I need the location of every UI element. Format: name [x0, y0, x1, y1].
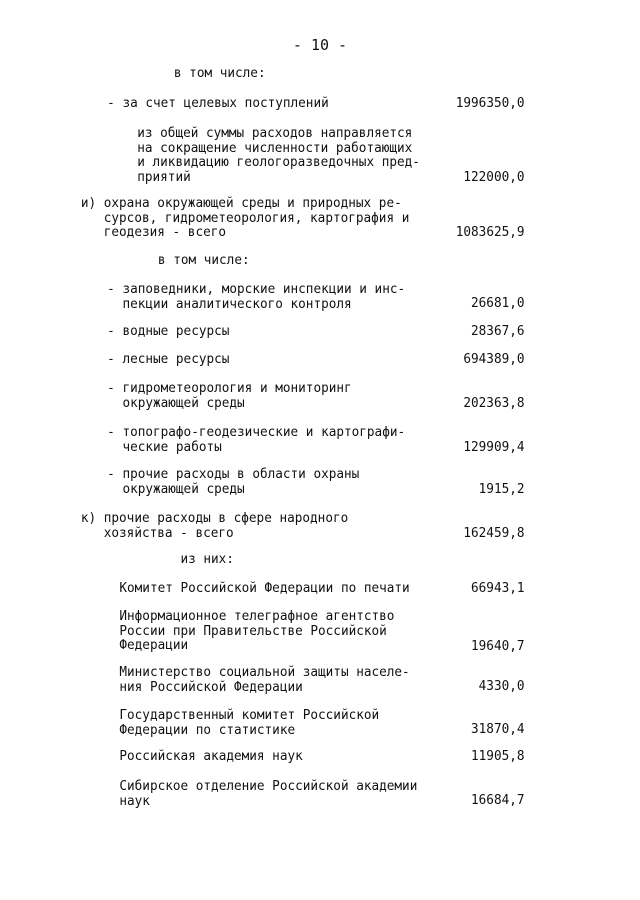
entry-amount: 31870,4: [471, 721, 525, 737]
entry-label: - за счет целевых поступлений: [107, 95, 329, 111]
section-subheading: из них:: [180, 551, 234, 567]
page-number: - 10 -: [292, 36, 348, 54]
entry-amount: 129909,4: [463, 439, 525, 455]
entry-label: из общей суммы расходов направляется на сокращение численности работающих и ликвидацию геологоразведочных пред- приятий: [137, 125, 420, 185]
entry-label: Государственный комитет Российской Федерации по статистике: [119, 707, 380, 738]
entry-amount: 11905,8: [471, 748, 525, 764]
entry-label: - гидрометеорология и мониторинг окружающей среды: [107, 380, 352, 411]
entry-label: Комитет Российской Федерации по печати: [119, 580, 410, 596]
entry-amount: 66943,1: [471, 580, 525, 596]
entry-amount: 4330,0: [478, 678, 525, 694]
entry-label: Информационное телеграфное агентство России при Правительстве Российской Федерации: [119, 608, 395, 654]
entry-label: Министерство социальной защиты населе- ния Российской Федерации: [119, 664, 410, 695]
entry-label: - заповедники, морские инспекции и инс- пекции аналитического контроля: [107, 281, 406, 312]
entry-label: Российская академия наук: [119, 748, 303, 764]
section-subheading: в том числе:: [173, 65, 266, 81]
entry-amount: 26681,0: [471, 295, 525, 311]
entry-amount: 694389,0: [463, 351, 525, 367]
section-heading: и) охрана окружающей среды и природных ре- сурсов, гидрометеорология, картография и геодезия - всего: [80, 195, 410, 241]
entry-amount: 28367,6: [471, 323, 525, 339]
entry-label: - топографо-геодезические и картографи- ческие работы: [107, 424, 406, 455]
entry-amount: 202363,8: [463, 395, 525, 411]
entry-amount: 162459,8: [463, 525, 525, 541]
entry-label: Сибирское отделение Российской академии наук: [119, 778, 418, 809]
entry-label: - лесные ресурсы: [107, 351, 230, 367]
section-subheading: в том числе:: [157, 252, 250, 268]
entry-amount: 1083625,9: [455, 224, 525, 240]
entry-amount: 19640,7: [471, 638, 525, 654]
entry-amount: 1915,2: [478, 481, 525, 497]
section-heading: к) прочие расходы в сфере народного хозяйства - всего: [80, 510, 349, 541]
entry-label: - прочие расходы в области охраны окружающей среды: [107, 466, 360, 497]
entry-amount: 1996350,0: [455, 95, 525, 111]
entry-label: - водные ресурсы: [107, 323, 230, 339]
entry-amount: 122000,0: [463, 169, 525, 185]
entry-amount: 16684,7: [471, 792, 525, 808]
